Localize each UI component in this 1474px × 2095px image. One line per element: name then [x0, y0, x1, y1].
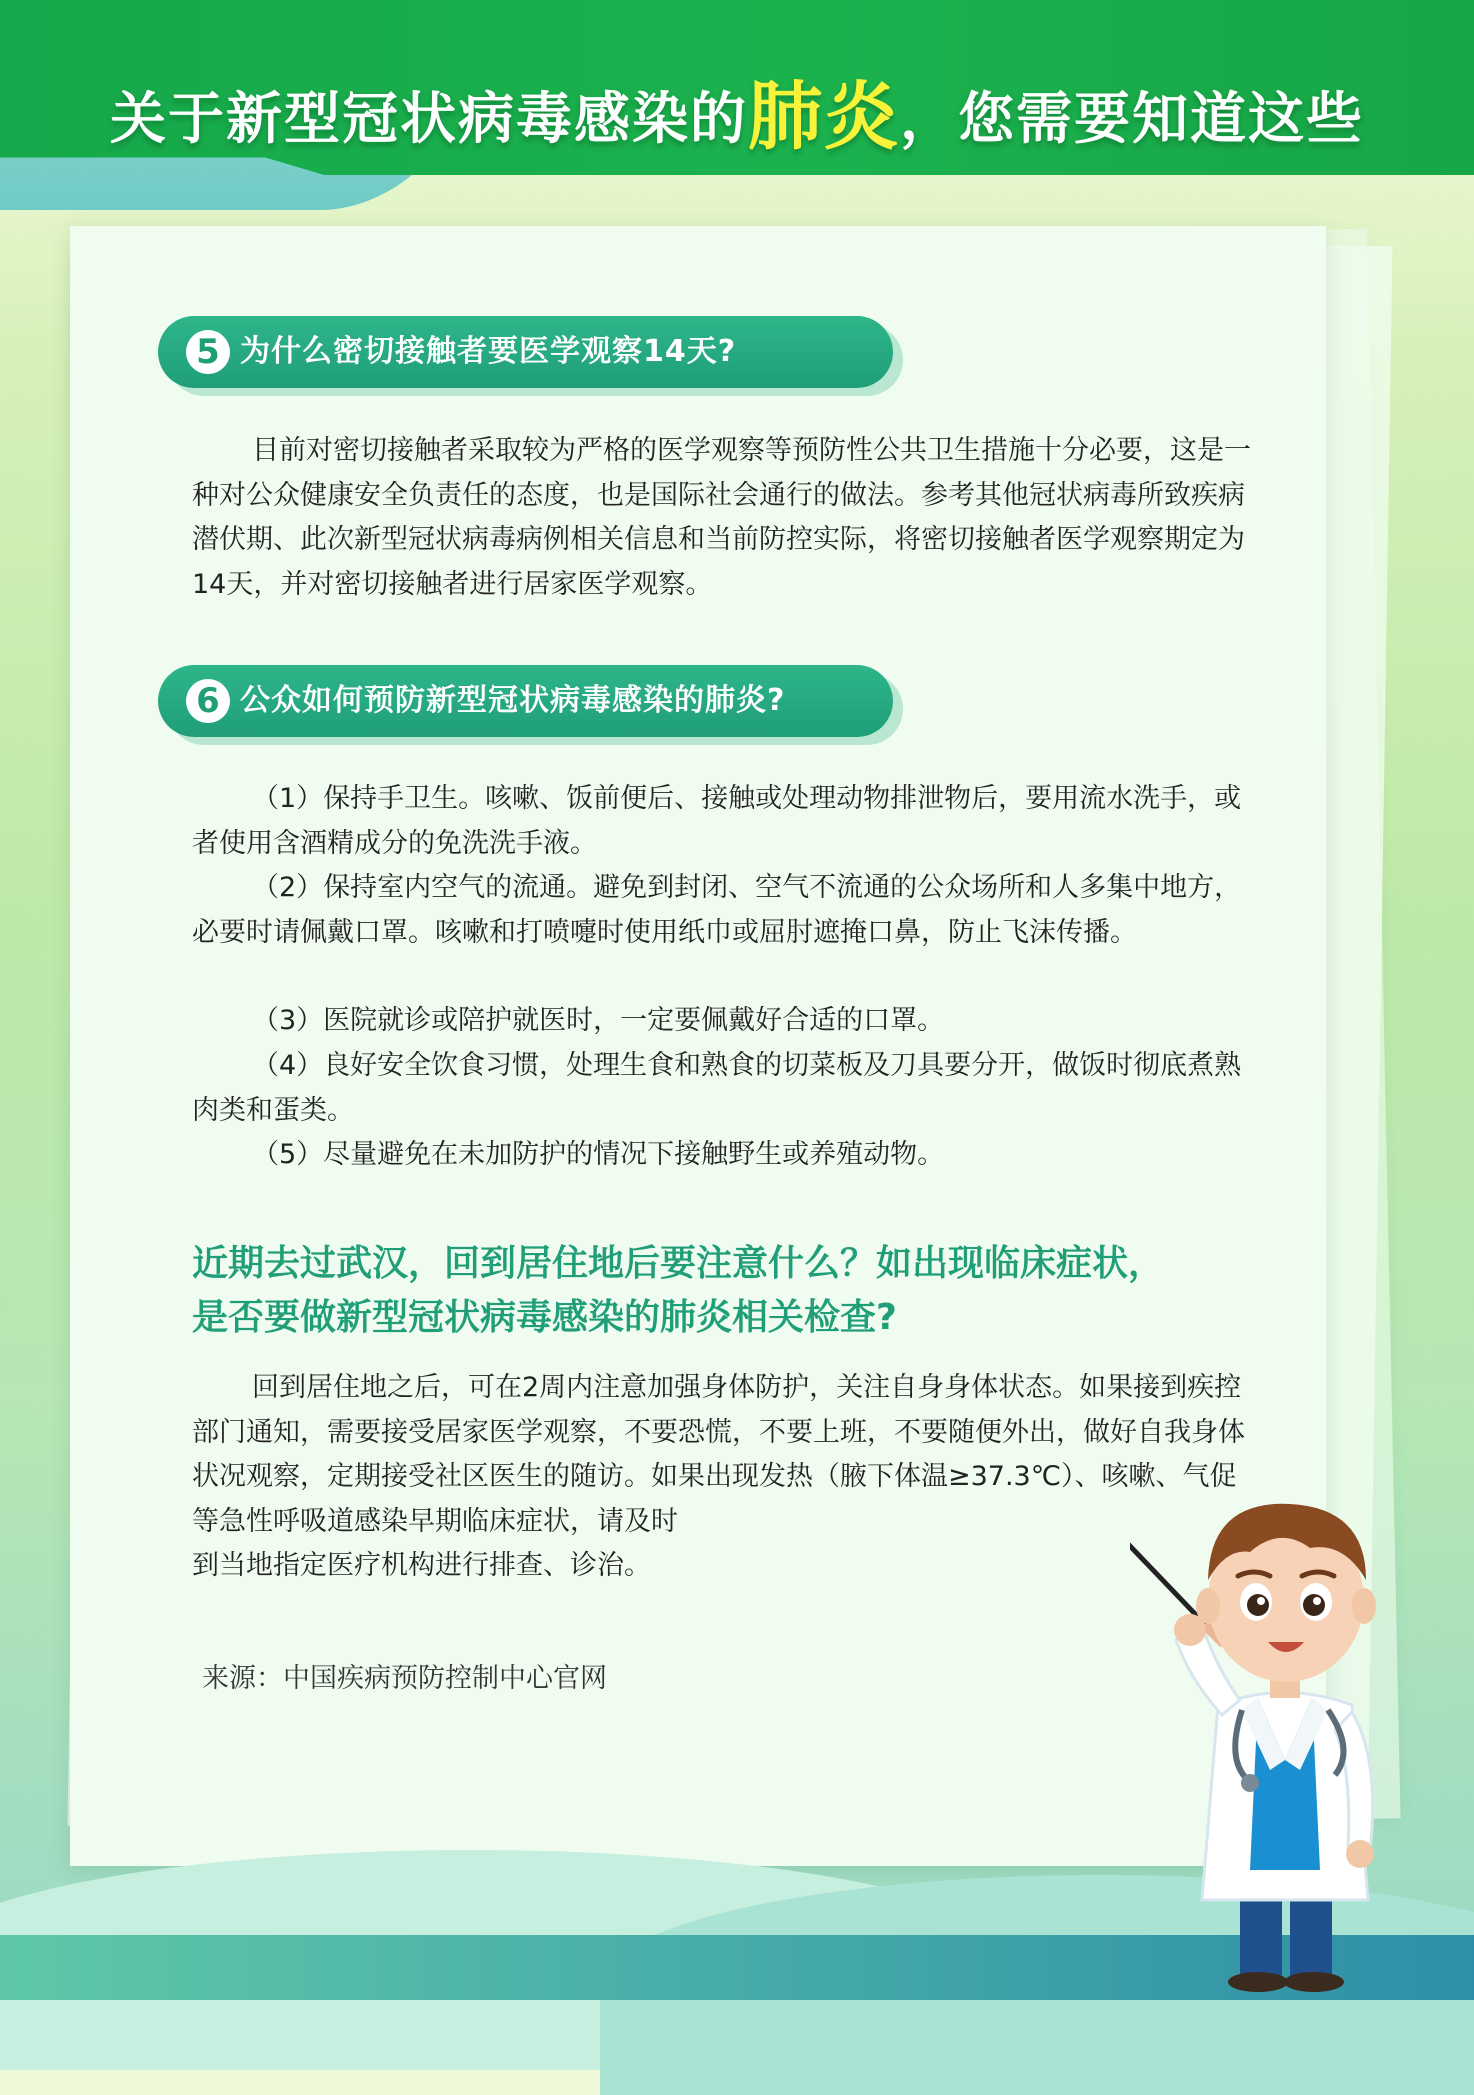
- section-5-header: [158, 316, 893, 388]
- section-6-title: 公众如何预防新型冠状病毒感染的肺炎?: [240, 683, 786, 718]
- section-5-body: 目前对密切接触者采取较为严格的医学观察等预防性公共卫生措施十分必要，这是一种对公众健康安全负责任的态度，也是国际社会通行的做法。参考其他冠状病毒所致疾病潜伏期、此次新型冠状病毒病例相关信息和当前防控实际，将密切接触者医学观察期定为14天，并对密切接触者进行居家医学观察。: [192, 435, 1251, 600]
- section-5-title: 为什么密切接触者要医学观察14天?: [240, 334, 737, 369]
- title-highlight: 肺炎: [748, 74, 900, 160]
- page-title: [0, 58, 1474, 164]
- question-title-line: 近期去过武汉，回到居住地后要注意什么？如出现临床症状，: [192, 1243, 1165, 1284]
- question-title-line: 是否要做新型冠状病毒感染的肺炎相关检查?: [192, 1297, 897, 1338]
- doctor-illustration: [1130, 1430, 1474, 2000]
- section-number-badge: 6: [186, 679, 230, 723]
- source-credit: 来源：中国疾病预防控制中心官网: [202, 1663, 607, 1694]
- question-body: 回到居住地之后，可在2周内注意加强身体防护，关注自身身体状态。如果接到疾控部门通知，需要接受居家医学观察，不要恐慌，不要上班，不要随便外出，做好自我身体状况观察，定期接受社区医生的随访。如果出现发热（腋下体温≥37.3℃）、咳嗽、气促等急性呼吸道感染早期临床症状，请及时: [192, 1372, 1245, 1537]
- prevention-item-2: （2）保持室内空气的流通。避免到封闭、空气不流通的公众场所和人多集中地方，必要时请佩戴口罩。咳嗽和打喷嚏时使用纸巾或屈肘遮掩口鼻，防止飞沫传播。: [192, 872, 1242, 948]
- title-suffix: ，您需要知道这些: [900, 87, 1364, 152]
- prevention-item-5: （5）尽量避免在未加防护的情况下接触野生或养殖动物。: [252, 1139, 945, 1170]
- title-prefix: 关于新型冠状病毒感染的: [110, 87, 748, 152]
- section-6-header: [158, 665, 893, 737]
- prevention-item-3: （3）医院就诊或陪护就医时，一定要佩戴好合适的口罩。: [252, 1005, 945, 1036]
- prevention-item-1: （1）保持手卫生。咳嗽、饭前便后、接触或处理动物排泄物后，要用流水洗手，或者使用含酒精成分的免洗洗手液。: [192, 783, 1242, 859]
- question-body-tail: 到当地指定医疗机构进行排查、诊治。: [192, 1550, 651, 1581]
- question-title: [192, 1237, 1272, 1345]
- section-number-badge: 5: [186, 330, 230, 374]
- prevention-item-4: （4）良好安全饮食习惯，处理生食和熟食的切菜板及刀具要分开，做饭时彻底煮熟肉类和蛋类。: [192, 1050, 1242, 1126]
